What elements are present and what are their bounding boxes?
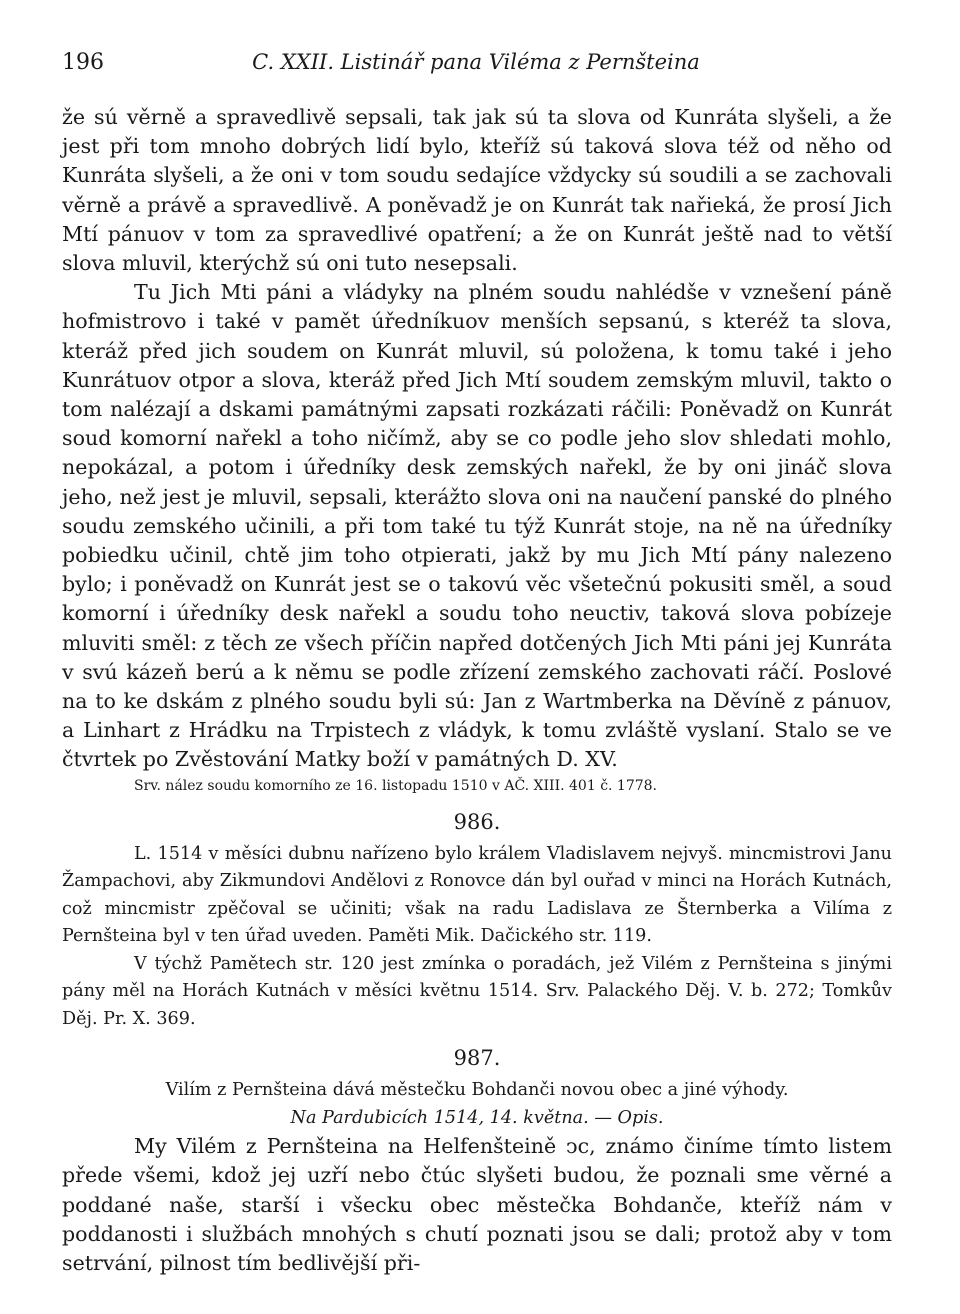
page-body [62,103,892,1278]
running-title: C. XXII. Listinář pana Viléma z Pernšteina [252,50,700,74]
paragraph-verdict: Tu Jich Mti páni a vládyky na plném soudu nahlédše v vznešení páně hofmistrovo i také v pamět úředníkuov menších sepsanú, s kteréž ta slova, kteráž před jich soudem on Kunrát mluvil, sú položena, k tomu také i jeho Kunrátuov otpor a slova, kteráž před Jich Mtí soudem zemským mluvil, takto o tom nalézají a dskami památnými zapsati rozkázati ráčili: Poněvadž on Kunrát soud komorní nařekl a toho ničímž, aby se co podle jeho slov shledati mohlo, nepokázal, a potom i úředníky desk zemských nařekl, že by oni jináč slova jeho, než jest je mluvil, sepsali, kterážto slova oni na naučení panské do plného soudu zemského učinili, a při tom také tu týž Kunrát stoje, na ně na úředníky pobiedku učinil, chtě jim toho otpierati, jakž by mu Jich Mtí pány nalezeno bylo; i poněvadž on Kunrát jest se o takovú věc všetečnú pokusiti směl, a soud komorní i úředníky desk nařekl a soudu toho neuctiv, taková slova pobízeje mluviti směl: z těch ze všech příčin napřed dotčených Jich Mti páni jej Kunráta v svú kázeň berú a k němu se podle zřízení zemského zachovati ráčí. Poslové na to ke dskám z plného soudu byli sú: Jan z Wartmberka na Děvíně z pánuov, a Linhart z Hrádku na Trpistech z vládyk, k tomu zvláště vyslaní. Stalo se ve čtvrtek po Zvěstování Matky boží v památných D. XV. [62,280,892,772]
paragraph-986-note: V týchž Pamětech str. 120 jest zmínka o poradách, jež Vilém z Pernšteina s jinými pány měl na Horách Kutnách v měsíci květnu 1514. Srv. Palackého Děj. V. b. 272; Tomkův Děj. Pr. X. 369. [62,953,892,1029]
paragraph-987-charter: My Vilém z Pernšteina na Helfenšteině ↄc, známo činíme tímto listem přede všemi, kdož jej uzří nebo čtúc slyšeti budou, že poznali sme věrné a poddané naše, starší i všecku obec městečka Bohdanče, kteříž nám v poddanosti i službách mnohých s chutí poznati jsou se dali; protož aby v tom setrvání, pilnost tím bedlivější při- [62,1134,892,1275]
heading-987: Vilím z Pernšteina dává městečku Bohdanči novou obec a jiné výhody. [165,1080,789,1101]
page-number: 196 [62,50,104,75]
footnote-reference: Srv. nález soudu komorního ze 16. listopadu 1510 v AČ. XIII. 401 č. 1778. [134,777,658,794]
document-number-986: 986. [453,809,501,834]
document-number-987: 987. [453,1046,501,1071]
dateline-987: Na Pardubicích 1514, 14. května. — Opis. [290,1107,664,1128]
section-987-header [62,1077,892,1132]
section-986 [62,841,892,1034]
page-header [62,50,890,86]
paragraph-986-main: L. 1514 v měsíci dubnu nařízeno bylo králem Vladislavem nejvyš. mincmistrovi Janu Žampachovi, aby Zikmundovi Andělovi z Ronovce dán byl ouřad v minci na Horách Kutnách, což mincmistr zpěčoval se učiniti; však na radu Ladislava ze Šternberka a Vilíma z Pernšteina byl v ten úřad uveden. Paměti Mik. Dačického str. 119. [62,843,892,947]
paragraph-continuation: že sú věrně a spravedlivě sepsali, tak jak sú ta slova od Kunráta slyšeli, a že jest při tom mnoho dobrých lidí bylo, kteříž sú taková slova též od něho od Kunráta slyšeli, a že oni v tom soudu sedajíce vždycky sú soudili a se zachovali věrně a právě a spravedlivě. A poněvadž je on Kunrát tak nařieká, že prosí Jich Mtí pánuov v tom za spravedlivé opatření; a že on Kunrát ještě nad to větší slova mluvil, kterýchž sú oni tuto nesepsali. [62,105,892,276]
